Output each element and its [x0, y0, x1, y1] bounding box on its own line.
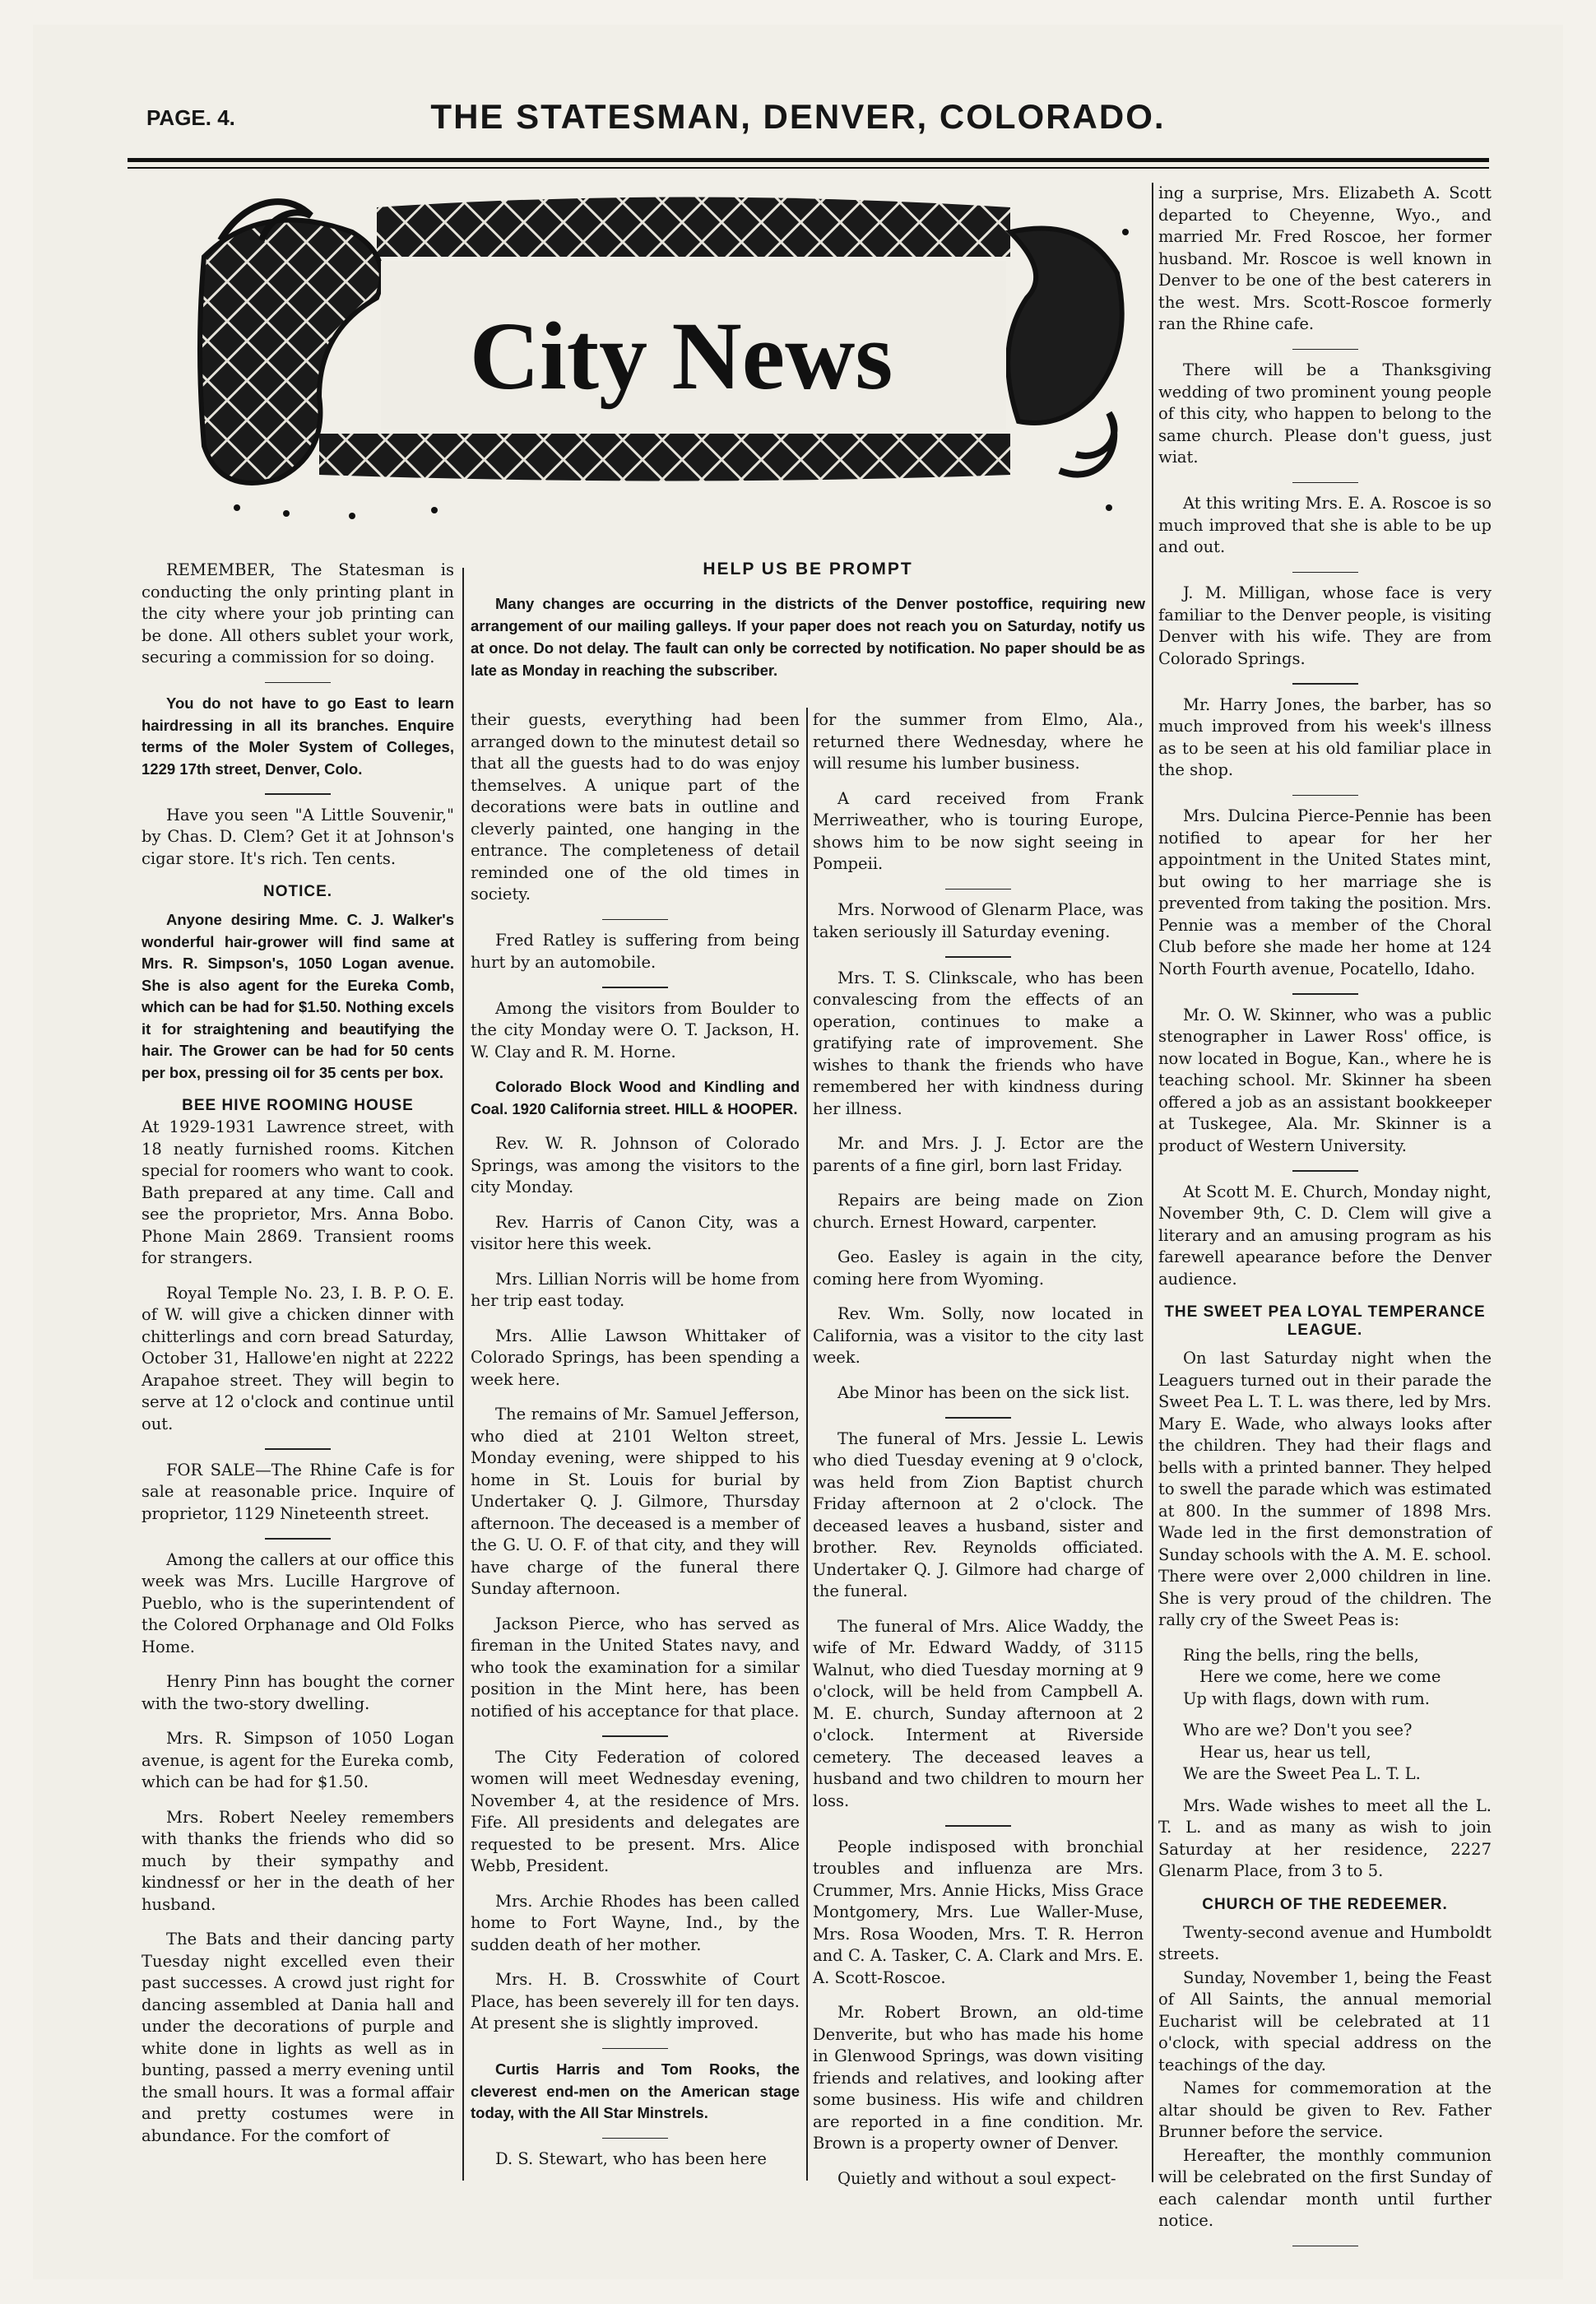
beehive-heading: BEE HIVE ROOMING HOUSE — [182, 1097, 414, 1114]
article: Mr. Harry Jones, the barber, has so much improved from his week's illness as to be seen at his old familiar place in the shop. — [1158, 694, 1492, 779]
verse-line: Up with flags, down with rum. — [1183, 1689, 1430, 1708]
article: Colorado Block Wood and Kindling and Coal. 1920 California street. HILL & HOOPER. — [471, 1078, 800, 1117]
separator — [602, 2138, 668, 2139]
article: Mrs. T. S. Clinkscale, who has been convalescing from the effects of an operation, continues to make a gratifying rate of improvement. She wishes to thank the friends who have remembered her with kindness during her illness. — [813, 968, 1144, 1118]
article: The funeral of Mrs. Jessie L. Lewis who died Tuesday evening at 9 o'clock, was held from Zion Baptist church Friday afternoon at 2 o'clock. The deceased leaves a husband, sister and brother. Rev. Reynolds officiated. Undertaker Q. J. Gilmore had charge of the funeral. — [813, 1428, 1144, 1600]
article: Mr. O. W. Skinner, who was a public stenographer in Lawer Ross' office, is now located in Bogue, Kan., where he is teaching school. Mr. Skinner ha sbeen offered a job as an assistant bookkeeper at Tuskegee, Ala. Mr. Skinner is a product of Western University. — [1158, 1005, 1492, 1155]
article: Mrs. R. Simpson of 1050 Logan avenue, is agent for the Eureka comb, which can be had for $1.50. — [142, 1729, 454, 1791]
separator — [602, 2048, 668, 2050]
article: Among the visitors from Boulder to the city Monday were O. T. Jackson, H. W. Clay and R. M. Horne. — [471, 998, 800, 1061]
article: At Scott M. E. Church, Monday night, November 9th, C. D. Clem will give a literary and an amusing program as his farewell apearance before the Denver audience. — [1158, 1182, 1492, 1289]
verse-line: Hear us, hear us tell, — [1199, 1742, 1371, 1762]
article: Fred Ratley is suffering from being hurt by an automobile. — [471, 931, 800, 972]
article: Mr. Robert Brown, an old-time Denverite, but who has made his home in Glenwood Springs, was down visiting friends and relatives, and looking after some business. His wife and children are reported in a fine condition. Mr. Brown is a property owner of Denver. — [813, 2003, 1144, 2153]
separator — [265, 682, 331, 684]
separator — [1292, 2246, 1358, 2247]
separator — [265, 1448, 331, 1450]
article: Mrs. H. B. Crosswhite of Court Place, has been severely ill for ten days. At present she is slightly improved. — [471, 1970, 800, 2032]
article: The funeral of Mrs. Alice Waddy, the wife of Mr. Edward Waddy, of 3115 Walnut, who died Tuesday morning at 9 o'clock, will be held from Campbell A. M. E. church, Sunday afternoon at 2 o'clock. Interment at Riverside cemetery. The deceased leaves a husband and two children to mourn her loss. — [813, 1616, 1144, 1810]
article: Henry Pinn has bought the corner with the two-story dwelling. — [142, 1672, 454, 1713]
article: Sunday, November 1, being the Feast of All Saints, the annual memorial Eucharist will be celebrated at 11 o'clock, with special address on the teachings of the day. — [1158, 1967, 1492, 2074]
city-news-banner — [188, 183, 1138, 528]
verse-line: Here we come, here we come — [1199, 1667, 1441, 1686]
help-us-be-prompt-notice — [471, 560, 1145, 681]
article: The remains of Mr. Samuel Jefferson, who died at 2101 Welton street, Monday evening, were shipped to his home in St. Louis for burial by Undertaker Q. J. Gilmore, Thursday afternoon. The deceased is a member of the G. U. O. F. of that city, and they will have charge of the funeral there Sunday afternoon. — [471, 1405, 800, 1598]
masthead — [107, 97, 1489, 146]
sweet-pea-heading: THE SWEET PEA LOYAL TEMPERANCE LEAGUE. — [1164, 1303, 1486, 1339]
masthead-rule-thin — [128, 167, 1489, 169]
article: Mrs. Archie Rhodes has been called home to Fort Wayne, Ind., by the sudden death of her mother. — [471, 1891, 800, 1954]
article: Anyone desiring Mme. C. J. Walker's wonderful hair-grower will find same at Mrs. R. Simpson's, 1050 Logan avenue. She is also agent for the Eureka Comb, which can be had for $1.50. Nothing excels it for straightening and beautifying the hair. The Grower can be had for 50 cents per box, pressing oil for 35 cents per box. — [142, 911, 454, 1081]
article: Among the callers at our office this week was Mrs. Lucille Hargrove of Pueblo, who is the superintendent of the Colored Orphanage and Old Folks Home. — [142, 1549, 454, 1656]
article: for the summer from Elmo, Ala., returned there Wednesday, where he will resume his lumber business. — [813, 710, 1144, 773]
column-rule-2 — [806, 708, 808, 2181]
separator — [945, 956, 1011, 958]
article: At 1929-1931 Lawrence street, with 18 neatly furnished rooms. Kitchen special for roomers who want to cook. Bath prepared at any time. Call and see the proprietor, Mrs. Anna Bobo. Phone Main 2869. Transient rooms for strangers. — [142, 1117, 454, 1267]
separator — [265, 793, 331, 795]
article: Jackson Pierce, who has served as fireman in the United States navy, and who took the examination for a similar position in the Mint here, has been notified of his acceptance for that place. — [471, 1614, 800, 1721]
article: Mrs. Norwood of Glenarm Place, was taken seriously ill Saturday evening. — [813, 900, 1144, 941]
article: Repairs are being made on Zion church. Ernest Howard, carpenter. — [813, 1191, 1144, 1232]
article: J. M. Milligan, whose face is very familiar to the Denver people, is visiting Denver with his wife. They are from Colorado Springs. — [1158, 583, 1492, 668]
article: Rev. Harris of Canon City, was a visitor here this week. — [471, 1212, 800, 1253]
separator — [602, 1735, 668, 1737]
banner-scroll-right — [1008, 229, 1122, 423]
article: At this writing Mrs. E. A. Roscoe is so much improved that she is able to be up and out. — [1158, 494, 1492, 556]
column-rule-1 — [462, 568, 464, 2181]
verse-line: Who are we? Don't you see? — [1183, 1721, 1413, 1740]
article: The City Federation of colored women will meet Wednesday evening, November 4, at the residence of Mrs. Fife. All presidents and delegates are requested to be present. Mrs. Alice Webb, President. — [471, 1747, 800, 1875]
separator — [1292, 1170, 1358, 1172]
article: Rev. Wm. Solly, now located in California, was a visitor to the city last week. — [813, 1304, 1144, 1367]
banner-lattice-top — [377, 197, 1010, 258]
article: their guests, everything had been arranged down to the minutest detail so that all the guests had to do was enjoy themselves. A unique part of the decorations were bats in outline and cleverly painted, one hanging in the entrance. The completeness of detail reminded one of the old times in society. — [471, 710, 800, 903]
separator — [1292, 349, 1358, 351]
article: Hereafter, the monthly communion will be celebrated on the first Sunday of each calendar month until further notice. — [1158, 2145, 1492, 2230]
article: D. S. Stewart, who has been here — [495, 2149, 767, 2168]
article: There will be a Thanksgiving wedding of two prominent young people of this city, who happen to belong to the same church. Please don't guess, just wiat. — [1158, 360, 1492, 467]
article: Have you seen "A Little Souvenir," by Chas. D. Clem? Get it at Johnson's cigar store. It's rich. Ten cents. — [142, 805, 454, 868]
article: Royal Temple No. 23, I. B. P. O. E. of W. will give a chicken dinner with chitterlings and corn bread Saturday, October 31, Hallowe'en night at 2222 Arapahoe street. They will begin to serve at 12 o'clock and continue until out. — [142, 1283, 454, 1433]
column-1 — [142, 560, 454, 2160]
article: Mrs. Robert Neeley remembers with thanks the friends who did so much by their sympathy and kindnessf or her in the death of her husband. — [142, 1807, 454, 1914]
separator — [602, 987, 668, 988]
newspaper-title: THE STATESMAN, DENVER, COLORADO. — [430, 97, 1166, 136]
article: Quietly and without a soul expect- — [837, 2168, 1116, 2188]
article: Mrs. Dulcina Pierce-Pennie has been notified to apear for her her appointment in the United States mint, but owing to her marriage she is prevented from taking the position. Mrs. Pennie was a member of the Choral Club before she made her home at 124 North Fourth avenue, Pocatello, Idaho. — [1158, 806, 1492, 978]
separator — [1292, 572, 1358, 574]
article: Twenty-second avenue and Humboldt streets. — [1158, 1922, 1492, 1963]
separator — [265, 1538, 331, 1540]
article: ing a surprise, Mrs. Elizabeth A. Scott departed to Cheyenne, Wyo., and married Mr. Fred Roscoe, her former husband. Mr. Roscoe is well known in Denver to be one of the best caterers in the west. Mrs. Scott-Roscoe formerly ran the Rhine cafe. — [1158, 183, 1492, 333]
page-number: PAGE. 4. — [146, 105, 235, 130]
article: Rev. W. R. Johnson of Colorado Springs, was among the visitors to the city Monday. — [471, 1134, 800, 1196]
separator — [945, 1825, 1011, 1827]
article: Mrs. Allie Lawson Whittaker of Colorado Springs, has been spending a week here. — [471, 1326, 800, 1389]
article: The Bats and their dancing party Tuesday night excelled even their past successes. A crowd just right for dancing assembled at Dania hall and under the decorations of purple and white done in lights as well as in bunting, passed a merry evening until the small hours. It was a formal affair and pretty costumes were in abundance. For the comfort of — [142, 1930, 454, 2145]
article: Mrs. Lillian Norris will be home from her trip east today. — [471, 1269, 800, 1310]
article: On last Saturday night when the Leaguers turned out in their parade the Sweet Pea L. T. L. was there, led by Mrs. Mary E. Wade, who always looks after the children. They had their flags and bells with a printed banner. They helped to swell the parade which was estimated at 800. In the summer of 1898 Mrs. Wade led in the first demonstration of Sunday schools with the A. M. E. school. There were over 2,000 children in line. She is very proud of the children. The rally cry of the Sweet Peas is: — [1158, 1349, 1492, 1629]
banner-title: City News — [469, 302, 893, 410]
separator — [945, 1417, 1011, 1419]
verse-line: Ring the bells, ring the bells, — [1183, 1645, 1419, 1665]
verse-line: We are the Sweet Pea L. T. L. — [1183, 1764, 1421, 1783]
separator — [1292, 482, 1358, 484]
masthead-rule — [128, 158, 1489, 162]
column-2 — [471, 709, 800, 2184]
article: Mrs. Wade wishes to meet all the L. T. L. and as many as wish to join Saturday at her residence, 2227 Glenarm Place, from 3 to 5. — [1158, 1795, 1492, 1880]
article: FOR SALE—The Rhine Cafe is for sale at reasonable price. Inquire of proprietor, 1129 Nineteenth street. — [142, 1460, 454, 1523]
separator — [602, 919, 668, 921]
article: Geo. Easley is again in the city, coming here from Wyoming. — [813, 1247, 1144, 1289]
separator — [1292, 993, 1358, 995]
article: A card received from Frank Merriweather, who is touring Europe, shows him to be now sight seeing in Pompeii. — [813, 788, 1144, 873]
banner-lattice-bottom — [319, 434, 1010, 481]
article: Curtis Harris and Tom Rooks, the cleverest end-men on the American stage today, with the All Star Minstrels. — [471, 2060, 800, 2121]
article: Names for commemoration at the altar should be given to Rev. Father Brunner before the service. — [1158, 2079, 1492, 2141]
article: You do not have to go East to learn hairdressing in all its branches. Enquire terms of the Moler System of Colleges, 1229 17th street, Denver, Colo. — [142, 694, 454, 778]
separator — [945, 889, 1011, 890]
separator — [1292, 795, 1358, 797]
prompt-body: Many changes are occurring in the districts of the Denver postoffice, requiring new arrangement of our mailing galleys. If your paper does not reach you on Saturday, notify us at once. Do not delay. The fault can only be corrected by notification. No paper should be as late as Monday in reaching the subscriber. — [471, 595, 1145, 679]
prompt-heading: HELP US BE PROMPT — [703, 560, 913, 578]
redeemer-heading: CHURCH OF THE REDEEMER. — [1202, 1895, 1448, 1913]
separator — [1292, 683, 1358, 685]
column-4 — [1158, 183, 1492, 2256]
notice-heading: NOTICE. — [262, 883, 333, 900]
banner-flourish-right — [1060, 413, 1114, 475]
article: People indisposed with bronchial troubles and influenza are Mrs. Crummer, Mrs. Annie Hicks, Miss Grace Montgomery, Mrs. Lue Waller-Muse, Mrs. Rosa Wooden, Mrs. T. R. Herron and C. A. Tasker, C. A. Clark and Mrs. E. A. Scott-Roscoe. — [813, 1837, 1144, 1987]
article: Mr. and Mrs. J. J. Ector are the parents of a fine girl, born last Friday. — [813, 1134, 1144, 1175]
column-3 — [813, 709, 1144, 2203]
article: REMEMBER, The Statesman is conducting the only printing plant in the city where your job printing can be done. All others sublet your work, securing a commission for so doing. — [142, 560, 454, 667]
column-rule-3 — [1152, 183, 1153, 2182]
article: Abe Minor has been on the sick list. — [837, 1382, 1130, 1402]
